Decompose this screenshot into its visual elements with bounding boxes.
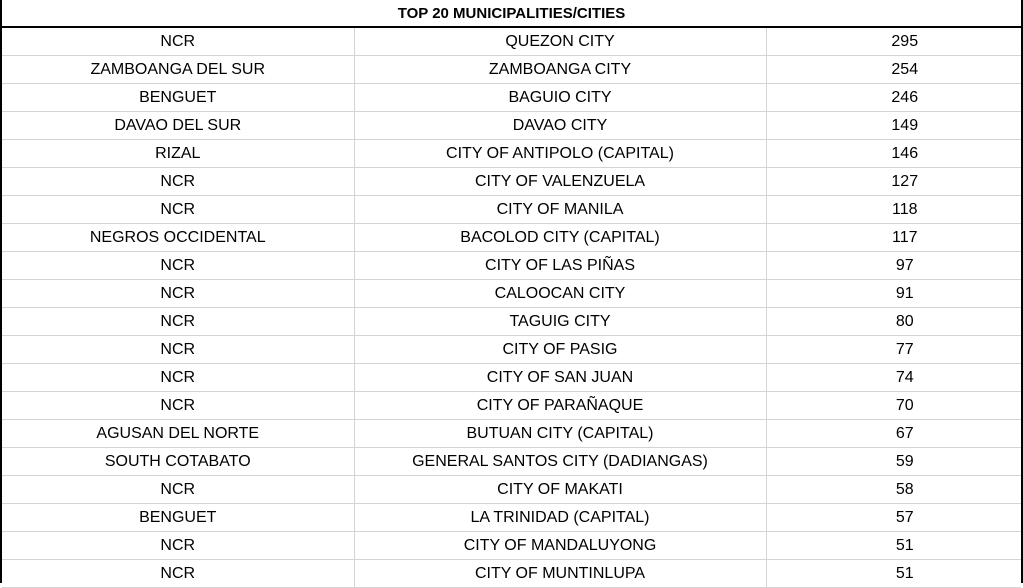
city-cell[interactable]: CITY OF MUNTINLUPA	[354, 560, 766, 588]
city-cell[interactable]: GENERAL SANTOS CITY (DADIANGAS)	[354, 448, 766, 476]
city-cell[interactable]: DAVAO CITY	[354, 112, 766, 140]
count-cell[interactable]: 146	[766, 140, 1021, 168]
table-row	[2, 56, 1021, 84]
city-cell[interactable]: LA TRINIDAD (CAPITAL)	[354, 504, 766, 532]
province-cell[interactable]: AGUSAN DEL NORTE	[2, 420, 354, 448]
city-cell[interactable]: CITY OF ANTIPOLO (CAPITAL)	[354, 140, 766, 168]
table-row	[2, 476, 1021, 504]
table-row	[2, 392, 1021, 420]
province-cell[interactable]: BENGUET	[2, 504, 354, 532]
province-cell[interactable]: RIZAL	[2, 140, 354, 168]
count-cell[interactable]: 51	[766, 532, 1021, 560]
count-cell[interactable]: 58	[766, 476, 1021, 504]
count-cell[interactable]: 74	[766, 364, 1021, 392]
province-cell[interactable]: SOUTH COTABATO	[2, 448, 354, 476]
table-row	[2, 532, 1021, 560]
table-row	[2, 168, 1021, 196]
table-row	[2, 280, 1021, 308]
table-row	[2, 84, 1021, 112]
table-title[interactable]: TOP 20 MUNICIPALITIES/CITIES	[2, 0, 1021, 27]
count-cell[interactable]: 59	[766, 448, 1021, 476]
province-cell[interactable]: NCR	[2, 27, 354, 56]
city-cell[interactable]: BACOLOD CITY (CAPITAL)	[354, 224, 766, 252]
count-cell[interactable]: 51	[766, 560, 1021, 588]
city-cell[interactable]: CITY OF MANILA	[354, 196, 766, 224]
province-cell[interactable]: BENGUET	[2, 84, 354, 112]
city-cell[interactable]: CITY OF MAKATI	[354, 476, 766, 504]
count-cell[interactable]: 77	[766, 336, 1021, 364]
province-cell[interactable]: DAVAO DEL SUR	[2, 112, 354, 140]
city-cell[interactable]: TAGUIG CITY	[354, 308, 766, 336]
province-cell[interactable]: NCR	[2, 168, 354, 196]
count-cell[interactable]: 117	[766, 224, 1021, 252]
province-cell[interactable]: NCR	[2, 532, 354, 560]
count-cell[interactable]: 295	[766, 27, 1021, 56]
province-cell[interactable]: ZAMBOANGA DEL SUR	[2, 56, 354, 84]
table-row	[2, 196, 1021, 224]
city-cell[interactable]: CALOOCAN CITY	[354, 280, 766, 308]
city-cell[interactable]: CITY OF MANDALUYONG	[354, 532, 766, 560]
table-row	[2, 27, 1021, 56]
table-row	[2, 112, 1021, 140]
city-cell[interactable]: CITY OF VALENZUELA	[354, 168, 766, 196]
table-row	[2, 420, 1021, 448]
city-cell[interactable]: CITY OF PARAÑAQUE	[354, 392, 766, 420]
table-row	[2, 308, 1021, 336]
count-cell[interactable]: 254	[766, 56, 1021, 84]
count-cell[interactable]: 246	[766, 84, 1021, 112]
table-row	[2, 504, 1021, 532]
table-row	[2, 252, 1021, 280]
count-cell[interactable]: 70	[766, 392, 1021, 420]
table-row	[2, 448, 1021, 476]
count-cell[interactable]: 67	[766, 420, 1021, 448]
table-row	[2, 364, 1021, 392]
province-cell[interactable]: NCR	[2, 364, 354, 392]
count-cell[interactable]: 127	[766, 168, 1021, 196]
city-cell[interactable]: CITY OF LAS PIÑAS	[354, 252, 766, 280]
city-cell[interactable]: QUEZON CITY	[354, 27, 766, 56]
province-cell[interactable]: NCR	[2, 308, 354, 336]
province-cell[interactable]: NCR	[2, 392, 354, 420]
table-body	[2, 27, 1021, 588]
count-cell[interactable]: 149	[766, 112, 1021, 140]
province-cell[interactable]: NCR	[2, 336, 354, 364]
province-cell[interactable]: NCR	[2, 252, 354, 280]
province-cell[interactable]: NCR	[2, 280, 354, 308]
table-row	[2, 560, 1021, 588]
city-cell[interactable]: CITY OF SAN JUAN	[354, 364, 766, 392]
table-row	[2, 336, 1021, 364]
count-cell[interactable]: 97	[766, 252, 1021, 280]
count-cell[interactable]: 118	[766, 196, 1021, 224]
province-cell[interactable]: NEGROS OCCIDENTAL	[2, 224, 354, 252]
table-row	[2, 140, 1021, 168]
count-cell[interactable]: 57	[766, 504, 1021, 532]
top-municipalities-table	[2, 0, 1021, 588]
city-cell[interactable]: BUTUAN CITY (CAPITAL)	[354, 420, 766, 448]
city-cell[interactable]: BAGUIO CITY	[354, 84, 766, 112]
title-row	[2, 0, 1021, 27]
count-cell[interactable]: 80	[766, 308, 1021, 336]
province-cell[interactable]: NCR	[2, 560, 354, 588]
table-row	[2, 224, 1021, 252]
province-cell[interactable]: NCR	[2, 476, 354, 504]
count-cell[interactable]: 91	[766, 280, 1021, 308]
city-cell[interactable]: CITY OF PASIG	[354, 336, 766, 364]
city-cell[interactable]: ZAMBOANGA CITY	[354, 56, 766, 84]
province-cell[interactable]: NCR	[2, 196, 354, 224]
